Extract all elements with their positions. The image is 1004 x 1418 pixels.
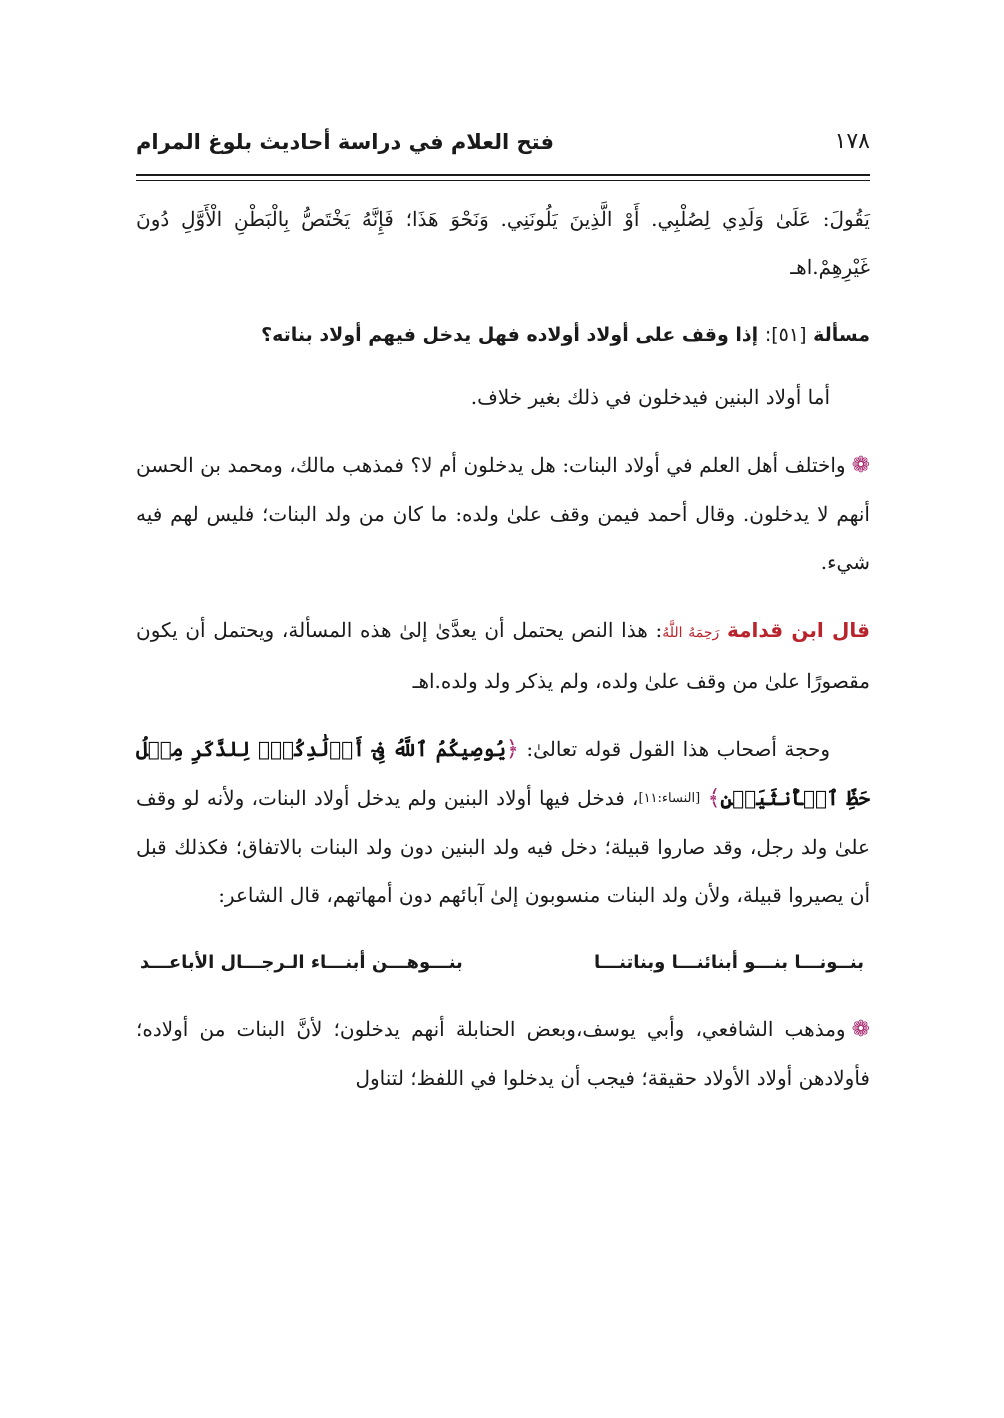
paragraph-shafii bbox=[136, 1005, 870, 1102]
paragraph-evidence bbox=[136, 725, 870, 919]
quran-bracket-open-icon: ﴿ bbox=[506, 737, 519, 762]
ibn-qudama-text: : هذا النص يحتمل أن يعدَّىٰ إلىٰ هذه المسألة، ويحتمل أن يكون مقصورًا علىٰ من وقف علىٰ ولده، ولم يذكر ولد ولده.اهـ bbox=[136, 618, 870, 693]
quran-verse: يُوصِيكُمُ ٱللَّهُ فِىٓ أَوۡلَٰدِكُمۡۖ لِلذَّكَرِ مِثۡلُ حَظِّ ٱلۡأُنثَيَيۡنِ bbox=[136, 737, 870, 810]
issue-label: مسألة bbox=[813, 324, 870, 346]
page-content bbox=[136, 195, 870, 1102]
page-header bbox=[136, 120, 870, 164]
evidence-text: ، فدخل فيها أولاد البنين ولم يدخل أولاد البنات، ولأنه لو وقف علىٰ ولد رجل، وقد صاروا قبيلة؛ دخل فيه ولد البنين دون ولد البنات بالاتفاق؛ فكذلك قبل أن يصيروا قبيلة، ولأن ولد البنات منسوبون إلىٰ آبائهم دون أمهاتهم، قال الشاعر: bbox=[136, 786, 870, 907]
flower-bullet-icon: ❁ bbox=[851, 1017, 870, 1042]
scholar-name: قال ابن قدامة bbox=[727, 618, 871, 642]
paragraph-ibn-qudama bbox=[136, 606, 870, 705]
evidence-intro: وحجة أصحاب هذا القول قوله تعالىٰ: bbox=[526, 737, 831, 761]
issue-heading bbox=[136, 311, 870, 359]
page-number: ١٧٨ bbox=[834, 129, 870, 154]
issue-question: إذا وقف على أولاد أولاده فهل يدخل فيهم أولاد بناته؟ bbox=[261, 324, 759, 346]
disagreement-text: واختلف أهل العلم في أولاد البنات: هل يدخلون أم لا؟ فمذهب مالك، ومحمد بن الحسن أنهم لا يدخلون. وقال أحمد فيمن وقف علىٰ ولده: ما كان من ولد البنات؛ فليس لهم فيه شيء. bbox=[136, 453, 870, 574]
poem-second-hemistich: بنـــوهـــن أبنـــاء الـرجـــال الأباعـــد bbox=[140, 952, 463, 973]
book-title: فتح العلام في دراسة أحاديث بلوغ المرام bbox=[136, 130, 554, 154]
quran-reference: [النساء:١١] bbox=[638, 791, 701, 806]
paragraph-sons-children: أما أولاد البنين فيدخلون في ذلك بغير خلاف. bbox=[470, 385, 830, 409]
flower-bullet-icon: ❁ bbox=[851, 453, 870, 478]
paragraph-quote-end: يَقُولَ: عَلَىٰ وَلَدِي لِصُلْبِي. أَوْ الَّذِينَ يَلُونَنِي. وَنَحْوَ هَذَا؛ فَإِنَّهُ يَخْتَصُّ بِالْبَطْنِ الْأَوَّلِ دُونَ غَيْرِهِمْ.اهـ bbox=[136, 207, 870, 279]
paragraph-disagreement bbox=[136, 441, 870, 586]
header-rule-thick bbox=[136, 174, 870, 176]
shafii-text: ومذهب الشافعي، وأبي يوسف،وبعض الحنابلة أنهم يدخلون؛ لأنَّ البنات من أولاده؛ فأولادهن أولاد الأولاد حقيقة؛ فيجب أن يدخلوا في اللفظ؛ لتناول bbox=[136, 1017, 870, 1090]
poem-verse bbox=[136, 941, 870, 985]
document-page bbox=[136, 120, 870, 1102]
poem-first-hemistich: بنــونـــا بنـــو أبنائنـــا وبناتنـــا bbox=[593, 952, 864, 973]
quran-bracket-close-icon: ﴾ bbox=[707, 786, 721, 811]
issue-number: [٥١]: bbox=[764, 324, 807, 346]
honorific-glyph: رَحِمَهُ اللَّهُ bbox=[662, 625, 720, 641]
header-rule-thin bbox=[136, 180, 870, 181]
